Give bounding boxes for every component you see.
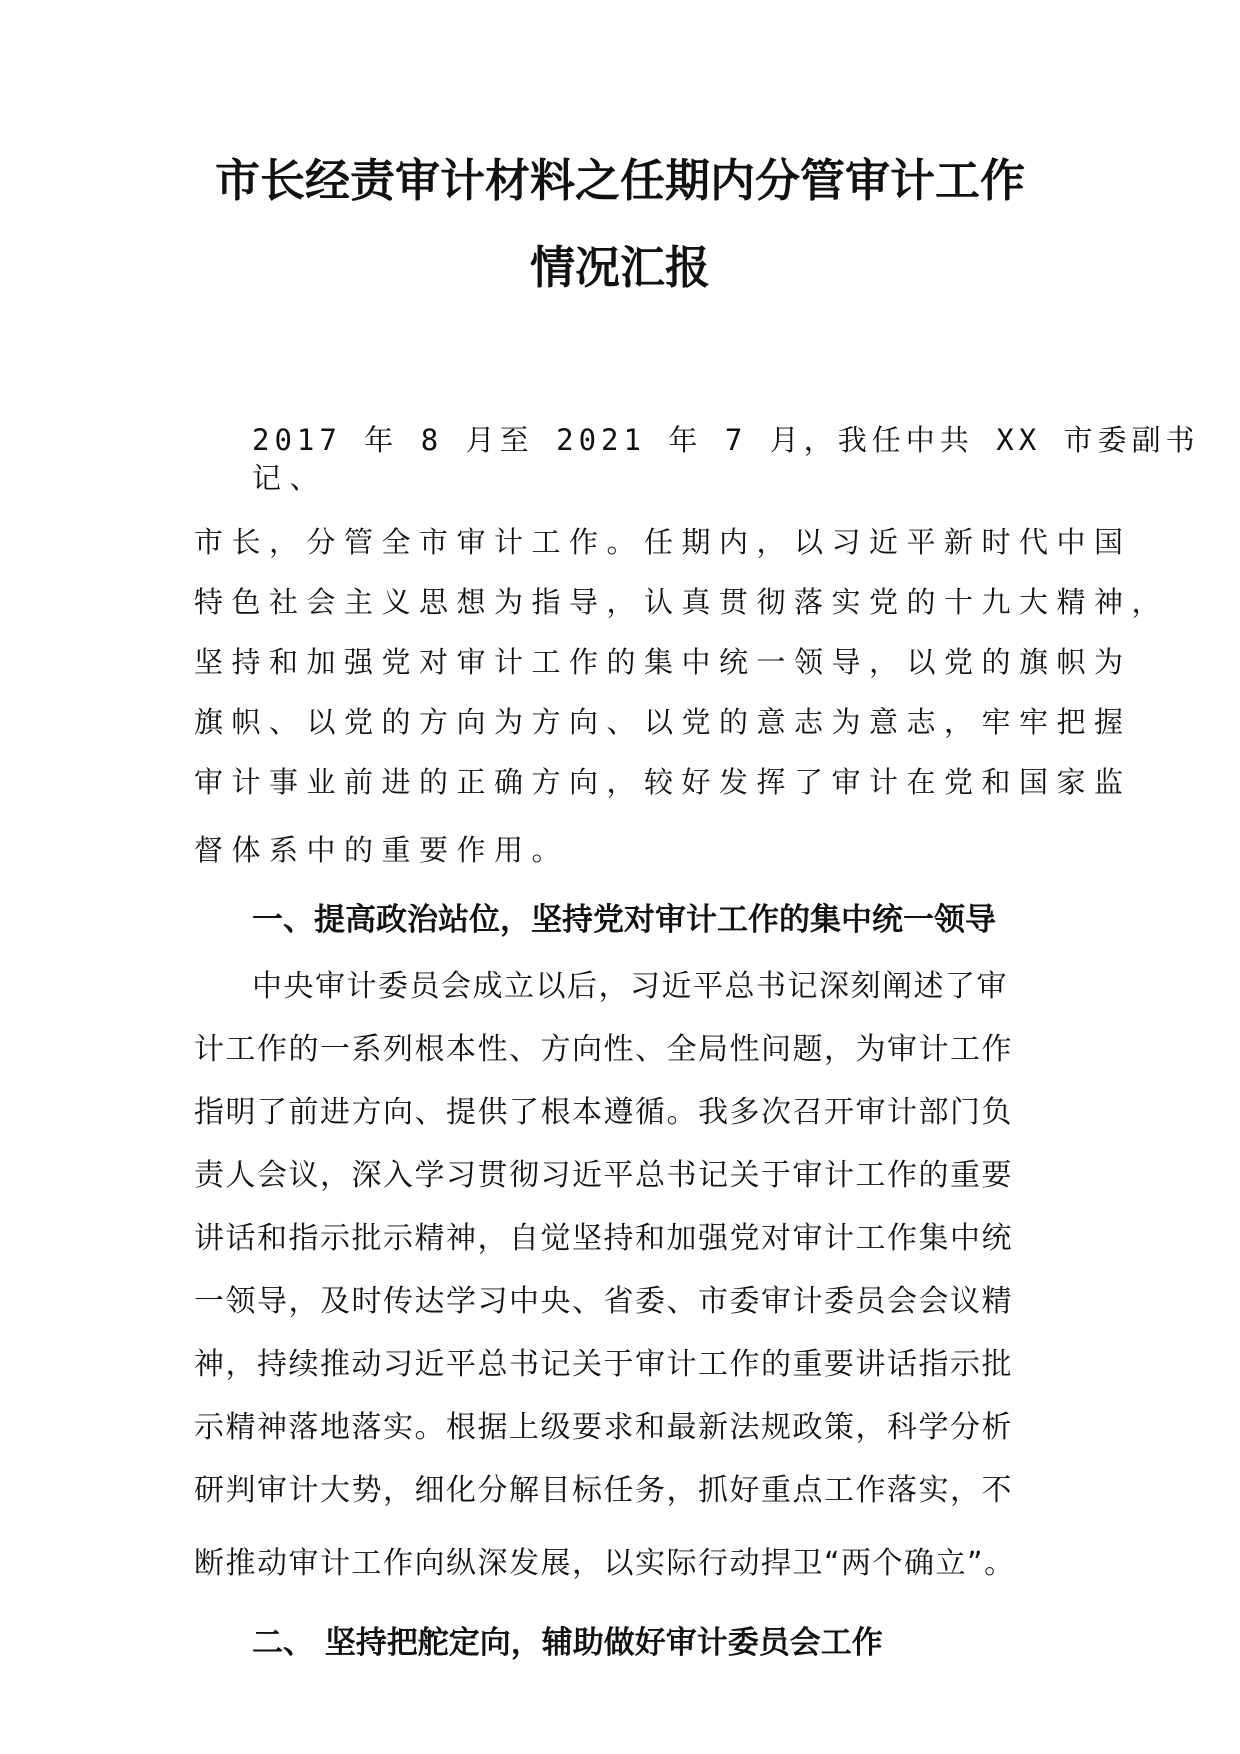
section-1-line-10: 断推动审计工作向纵深发展，以实际行动捍卫“两个确立”。	[194, 1546, 1016, 1581]
intro-line-7: 审计事业前进的正确方向，较好发挥了审计在党和国家监	[194, 765, 1132, 799]
section-1-line-8: 示精神落地落实。根据上级要求和最新法规政策，科学分析	[194, 1410, 1013, 1445]
intro-line-3: 市长，分管全市审计工作。任期内，以习近平新时代中国	[194, 525, 1132, 559]
document-title-line-1: 市长经责审计材料之任期内分管审计工作	[214, 154, 1025, 207]
section-2-heading: 二、 坚持把舵定向，辅助做好审计委员会工作	[252, 1625, 883, 1661]
intro-line-4: 特色社会主义思想为指导，认真贯彻落实党的十九大精神，	[194, 585, 1170, 619]
section-1-line-9: 研判审计大势，细化分解目标任务，抓好重点工作落实，不	[194, 1473, 1013, 1508]
section-1-line-7: 神，持续推动习近平总书记关于审计工作的重要讲话指示批	[194, 1347, 1013, 1382]
document-title-line-2: 情况汇报	[529, 241, 710, 294]
intro-line-6: 旗帜、以党的方向为方向、以党的意志为意志，牢牢把握	[194, 705, 1132, 739]
intro-line-5: 坚持和加强党对审计工作的集中统一领导，以党的旗帜为	[194, 645, 1132, 679]
section-1-heading: 一、提高政治站位，坚持党对审计工作的集中统一领导	[252, 902, 996, 938]
section-1-line-5: 讲话和指示批示精神，自觉坚持和加强党对审计工作集中统	[194, 1221, 1013, 1256]
section-1-line-1: 中央审计委员会成立以后，习近平总书记深刻阐述了审	[252, 969, 1008, 1004]
section-1-line-3: 指明了前进方向、提供了根本遵循。我多次召开审计部门负	[194, 1095, 1013, 1130]
section-1-line-2: 计工作的一系列根本性、方向性、全局性问题，为审计工作	[194, 1032, 1013, 1067]
intro-line-8: 督体系中的重要作用。	[194, 833, 570, 867]
intro-line-2: 记、	[252, 461, 328, 495]
section-1-line-4: 责人会议，深入学习贯彻习近平总书记关于审计工作的重要	[194, 1158, 1013, 1193]
intro-line-1: 2017 年 8 月至 2021 年 7 月，我任中共 XX 市委副书	[252, 423, 1200, 457]
section-1-line-6: 一领导，及时传达学习中央、省委、市委审计委员会会议精	[194, 1284, 1013, 1319]
